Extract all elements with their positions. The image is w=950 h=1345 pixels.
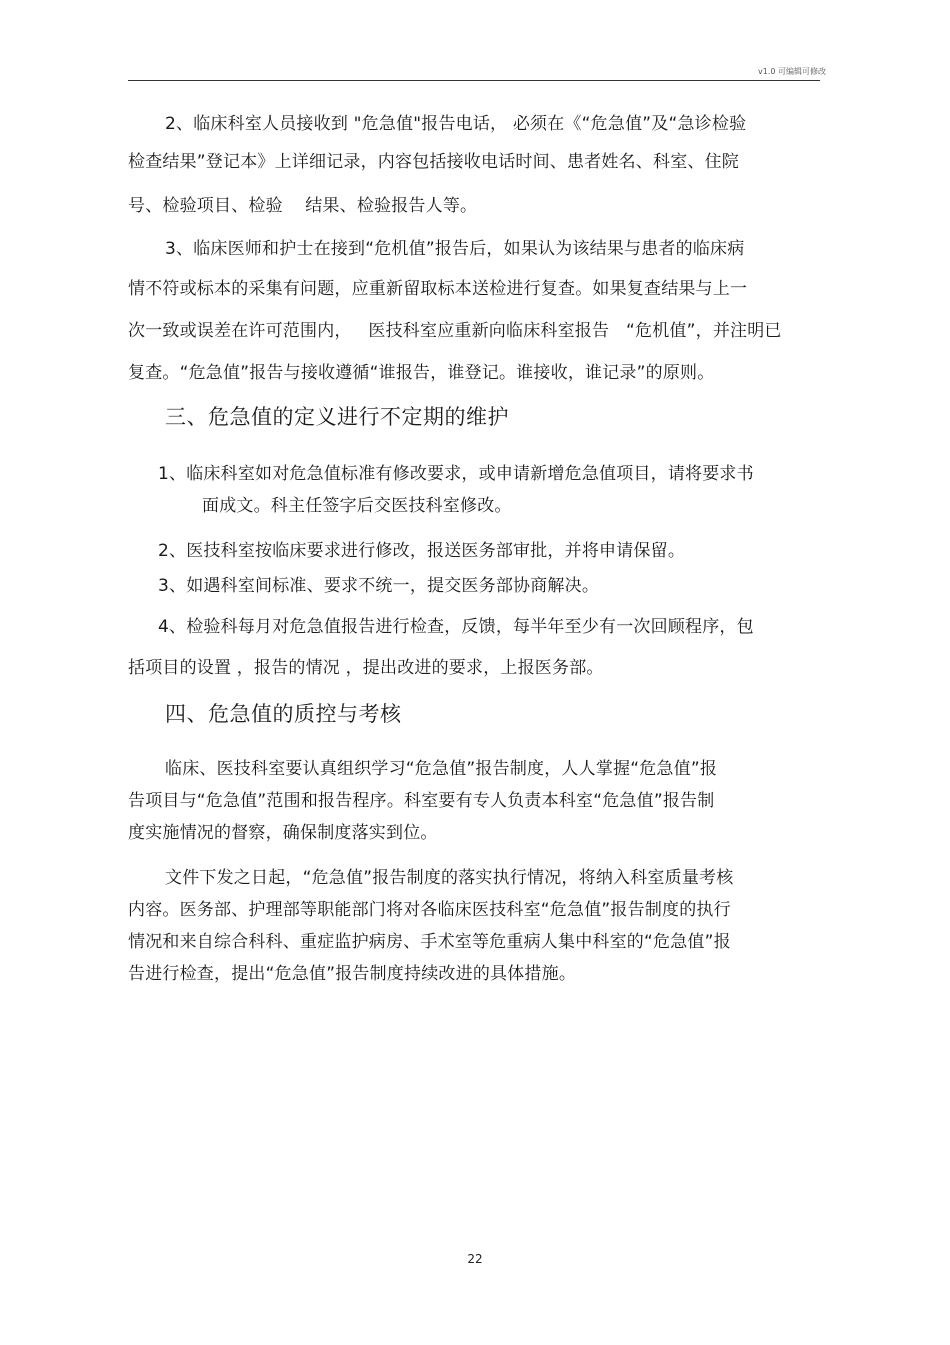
section-4-paragraph-1-line-2: 告项目与“危急值”范围和报告程序。科室要有专人负责本科室“危急值”报告制 <box>128 791 715 811</box>
section-4-paragraph-1-line-1: 临床、医技科室要认真组织学习“危急值”报告制度，人人掌握“危急值”报 <box>165 759 718 779</box>
section-4-paragraph-2-line-2: 内容。医务部、护理部等职能部门将对各临床医技科室“危急值”报告制度的执行 <box>128 900 731 920</box>
paragraph-3-line-2: 情不符或标本的采集有问题，应重新留取标本送检进行复查。如果复查结果与上一 <box>128 279 748 299</box>
paragraph-2-line-2: 检查结果”登记本》上详细记录，内容包括接收电话时间、患者姓名、科室、住院 <box>128 152 740 172</box>
paragraph-3-line-1: 3、临床医师和护士在接到“危机值”报告后，如果认为该结果与患者的临床病 <box>165 239 745 259</box>
section-4-paragraph-2-line-3: 情况和来自综合科科、重症监护病房、手术室等危重病人集中科室的“危急值”报 <box>128 932 731 952</box>
section-3-item-4-line-1: 4、检验科每月对危急值报告进行检查，反馈，每半年至少有一次回顾程序，包 <box>158 617 754 637</box>
section-3-item-4-line-2: 括项目的设置 ，报告的情况 ，提出改进的要求，上报医务部。 <box>128 658 604 678</box>
section-3-item-1-line-1: 1、临床科室如对危急值标准有修改要求，或申请新增危急值项目，请将要求书 <box>158 464 754 484</box>
header-rule <box>128 80 820 81</box>
paragraph-3-line-4: 复查。“危急值”报告与接收遵循“谁报告，谁登记。谁接收，谁记录”的原则。 <box>128 363 715 383</box>
section-3-heading: 三、危急值的定义进行不定期的维护 <box>165 405 509 429</box>
section-4-heading: 四、危急值的质控与考核 <box>165 702 402 726</box>
section-4-paragraph-1-line-3: 度实施情况的督察，确保制度落实到位。 <box>128 823 438 843</box>
paragraph-3-line-3: 次一致或误差在许可范围内， 医技科室应重新向临床科室报告 “危机值”，并注明已 <box>128 321 782 341</box>
paragraph-2-line-1: 2、临床科室人员接收到 "危急值"报告电话， 必须在《“危急值”及“急诊检验 <box>165 114 747 134</box>
page-number: 22 <box>467 1252 483 1266</box>
section-3-item-1-line-2: 面成文。科主任签字后交医技科室修改。 <box>202 496 512 516</box>
section-4-paragraph-2-line-1: 文件下发之日起，“危急值”报告制度的落实执行情况，将纳入科室质量考核 <box>165 868 734 888</box>
section-4-paragraph-2-line-4: 告进行检查，提出“危急值”报告制度持续改进的具体措施。 <box>128 964 577 984</box>
section-3-item-2: 2、医技科室按临床要求进行修改，报送医务部审批，并将申请保留。 <box>158 541 686 561</box>
header-version: v1.0 可编辑可修改 <box>758 67 826 76</box>
paragraph-2-line-3: 号、检验项目、检验 结果、检验报告人等。 <box>128 196 478 216</box>
section-3-item-3: 3、如遇科室间标准、要求不统一，提交医务部协商解决。 <box>158 576 600 596</box>
